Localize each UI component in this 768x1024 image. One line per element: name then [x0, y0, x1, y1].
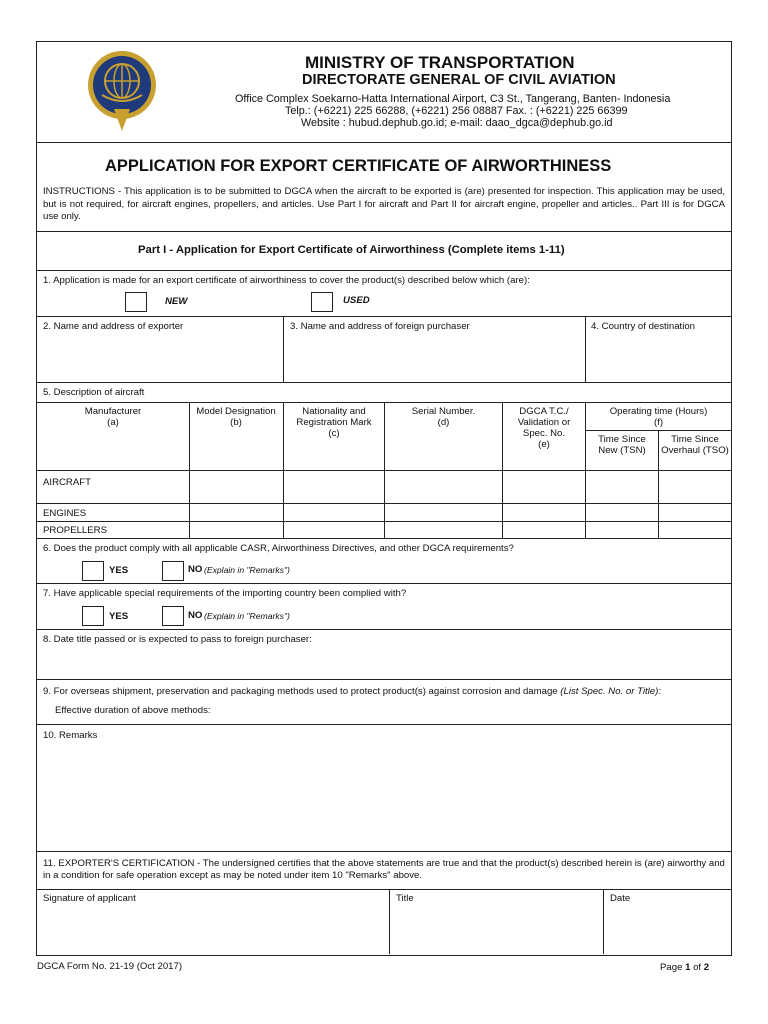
item10-label: 10. Remarks [43, 730, 98, 741]
item6-no-label: NO [188, 564, 203, 575]
date-field[interactable] [605, 906, 729, 953]
dgca-emblem-icon [84, 49, 160, 133]
ministry-title: MINISTRY OF TRANSPORTATION [305, 53, 575, 72]
item2-label: 2. Name and address of exporter [43, 321, 184, 332]
office-address: Office Complex Soekarno-Hatta International Airport, C3 St., Tangerang, Banten- Indonesia [235, 93, 671, 105]
item11-label: 11. EXPORTER'S CERTIFICATION - The undersigned certifies that the above statements are true and that the product(s) described herein is (are) airworthy and in a condition for safe operation except as may be noted under item 10 "Remarks" above. [43, 858, 725, 881]
exporter-name-field[interactable] [38, 335, 282, 381]
item5-label: 5. Description of aircraft [43, 387, 145, 398]
item8-label: 8. Date title passed or is expected to pass to foreign purchaser: [43, 634, 312, 645]
new-label: NEW [165, 296, 188, 307]
item7-yes-checkbox[interactable] [82, 606, 104, 626]
form-title: APPLICATION FOR EXPORT CERTIFICATE OF AIRWORTHINESS [105, 157, 612, 175]
new-checkbox[interactable] [125, 292, 147, 312]
date-title-field[interactable] [38, 648, 730, 678]
directorate-title: DIRECTORATE GENERAL OF CIVIL AVIATION [302, 72, 616, 88]
col-tc-validation: DGCA T.C./ Validation or Spec. No. (e) [517, 406, 571, 450]
item6-yes-label: YES [109, 565, 129, 576]
item7-no-label: NO [188, 610, 203, 621]
purchaser-name-field[interactable] [285, 335, 584, 381]
part-title: Part I - Application for Export Certificate of Airworthiness (Complete items 1-11) [138, 244, 565, 256]
item9-label: 9. For overseas shipment, preservation and packaging methods used to protect product(s) against corrosion and damage (List Spec. No. or Title): [43, 686, 661, 697]
col-tsn: Time Since New (TSN) [598, 434, 646, 456]
row-aircraft: AIRCRAFT [43, 477, 91, 488]
item6-no-note: (Explain in "Remarks") [204, 565, 290, 575]
page-indicator: Page 1 of 2 [660, 962, 710, 973]
item7-yes-label: YES [109, 611, 129, 622]
item1-label: 1. Application is made for an export certificate of airworthiness to cover the product(s) described below which (are): [43, 275, 530, 286]
item7-no-checkbox[interactable] [162, 606, 184, 626]
item3-label: 3. Name and address of foreign purchaser [290, 321, 470, 332]
col-nationality: Nationality and Registration Mark (c) [296, 406, 372, 439]
col-serial-number: Serial Number. (d) [411, 406, 476, 428]
form-number: DGCA Form No. 21-19 (Oct 2017) [37, 961, 183, 972]
signature-label: Signature of applicant [43, 893, 136, 904]
row-propellers: PROPELLERS [43, 525, 107, 536]
instructions: INSTRUCTIONS - This application is to be submitted to DGCA when the aircraft to be exported is (are) presented for inspection. This application may be used, but is not required, for aircraft engines, propellers, and articles. Use Part I for aircraft and Part II for aircraft engine, propeller and articles.. Part III is for DGCA use only. [43, 186, 725, 222]
title-label: Title [396, 893, 414, 904]
signature-field[interactable] [38, 906, 388, 953]
item7-label: 7. Have applicable special requirements of the importing country been complied with? [43, 588, 407, 599]
remarks-field[interactable] [38, 744, 730, 850]
website-email: Website : hubud.dephub.go.id; e-mail: daao_dgca@dephub.go.id [301, 117, 613, 129]
col-tso: Time Since Overhaul (TSO) [661, 434, 729, 456]
used-checkbox[interactable] [311, 292, 333, 312]
item6-no-checkbox[interactable] [162, 561, 184, 581]
used-label: USED [343, 295, 370, 306]
item6-label: 6. Does the product comply with all applicable CASR, Airworthiness Directives, and other DGCA requirements? [43, 543, 514, 554]
title-field[interactable] [391, 906, 602, 953]
date-label: Date [610, 893, 631, 904]
item6-yes-checkbox[interactable] [82, 561, 104, 581]
row-engines: ENGINES [43, 508, 87, 519]
col-operating-time: Operating time (Hours) (f) [609, 406, 708, 428]
item4-label: 4. Country of destination [591, 321, 695, 332]
phone-fax: Telp.: (+6221) 225 66288, (+6221) 256 08887 Fax. : (+6221) 225 66399 [285, 105, 628, 117]
col-manufacturer: Manufacturer (a) [84, 406, 142, 428]
item7-no-note: (Explain in "Remarks") [204, 611, 290, 621]
col-model-designation: Model Designation (b) [196, 406, 276, 428]
item9-duration: Effective duration of above methods: [55, 705, 211, 716]
destination-country-field[interactable] [587, 335, 729, 381]
